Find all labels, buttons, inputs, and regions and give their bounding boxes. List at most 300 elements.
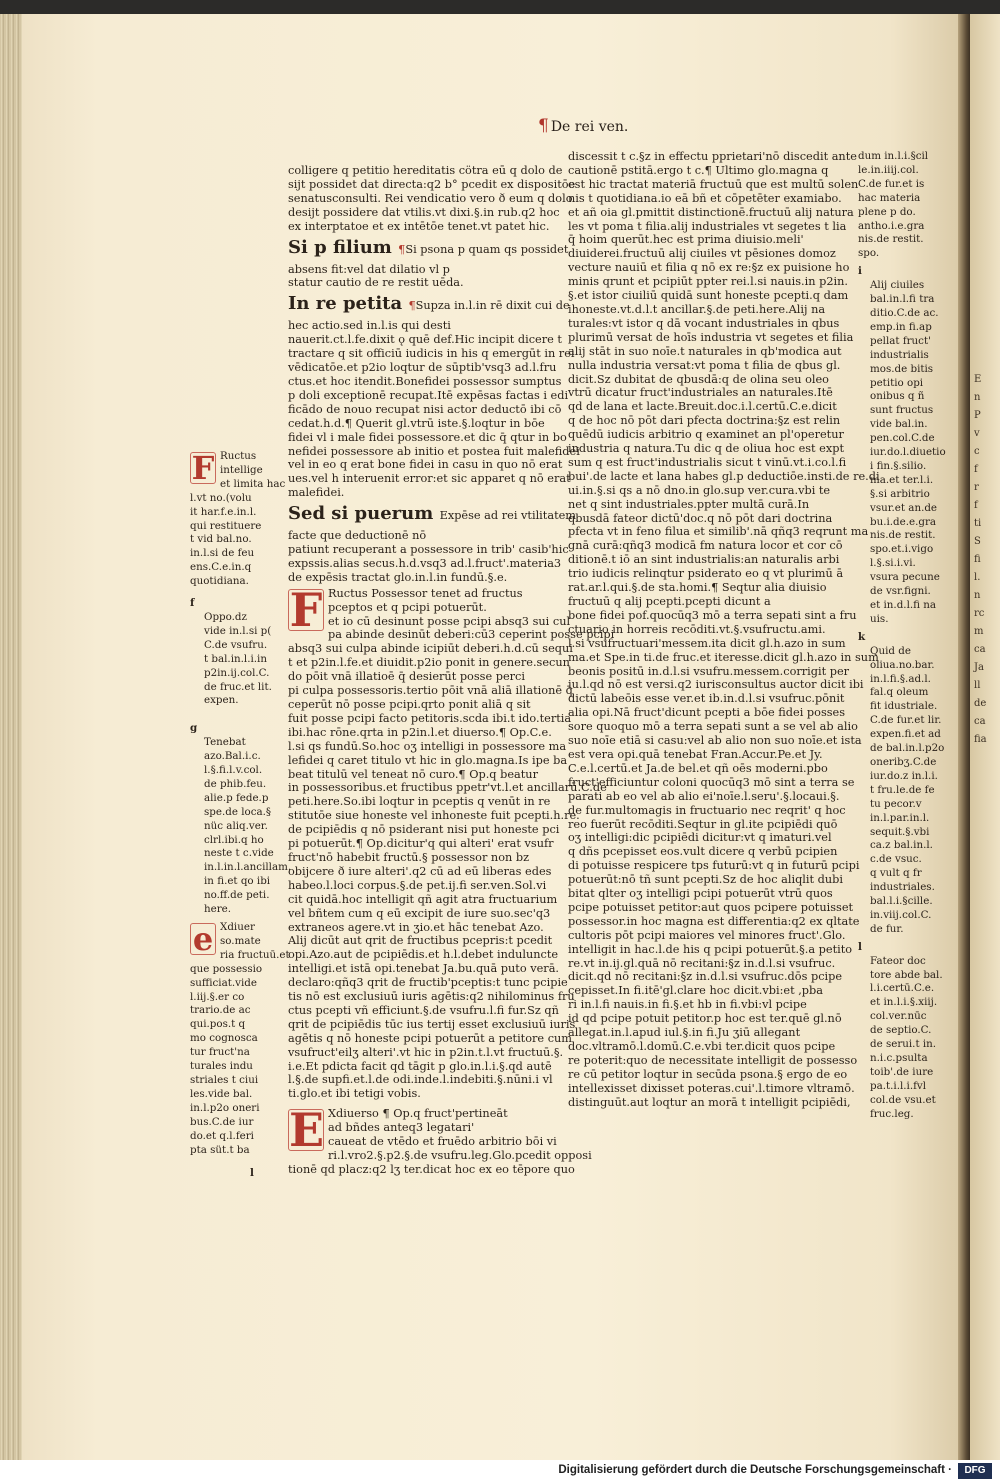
text-line: oneribʒ.C.de bbox=[870, 755, 937, 768]
text-line: ibi.hac rōne.qrta in p2in.l.et diuerso.¶ Op.C.e. bbox=[288, 725, 552, 739]
text-block bbox=[288, 319, 580, 500]
text-line: statur cautio de re restit uēda. bbox=[288, 276, 464, 290]
facing-page-fragment: m bbox=[974, 626, 984, 637]
text-line: l.iij.§.er co bbox=[190, 990, 245, 1003]
text-block bbox=[288, 263, 554, 291]
facing-page-fragment: P bbox=[974, 410, 981, 421]
text-line: potuerūt:nō tñ sunt pcepti.Sz de hoc aliqlit dubi bbox=[568, 873, 844, 887]
text-line: Oppo.dz bbox=[204, 610, 247, 623]
text-line: C.de fur.et is bbox=[858, 177, 925, 190]
text-line: emp.in fi.ap bbox=[870, 320, 932, 333]
text-line: les vt poma t filia.alij industriales vt segetes t lia bbox=[568, 219, 847, 233]
text-line: ma.et Spe.in ti.de fruc.et iteresse.dicit gl.h.azo in sum bbox=[568, 650, 879, 664]
text-line: facte que deductionē nō bbox=[288, 529, 427, 543]
text-line: t et p2in.l.fe.et diuidit.p2io ponit in genere.secun bbox=[288, 656, 570, 670]
footer-credit: Digitalisierung gefördert durch die Deutsche Forschungsgemeinschaft · bbox=[558, 1464, 952, 1476]
text-line: fruct'efficiuntur coloni quocūq3 mō sint a terra se bbox=[568, 775, 855, 789]
text-line: de serui.t in. bbox=[870, 1038, 937, 1051]
text-line: lefidei q caret titulo vt hic in glo.magna.Is ipe ba bbox=[288, 753, 568, 767]
text-line: beonis positū in.d.l.si vsufru.messem.corrigit per bbox=[568, 664, 850, 678]
text-line: sum q est fruct'industrialis sicut t vinū.vt.i.co.l.fi bbox=[568, 455, 847, 469]
text-line: ditionē.t iō an sint industrialis:an naturalis arbi bbox=[568, 553, 840, 567]
text-line: opi.Azo.aut de pcipiēdis.et h.l.debet induluncte bbox=[288, 948, 559, 962]
text-line: alij stāt in suo noīe.t naturales in qb'modica aut bbox=[568, 344, 842, 358]
red-initial-e: e bbox=[190, 923, 216, 955]
gloss-block-i bbox=[858, 265, 946, 627]
text-line: patiunt recuperant a possessore in trib' casib'hic bbox=[288, 543, 569, 557]
text-line: dicit.Sz dubitat de qbusdā:q de olina seu oleo bbox=[568, 372, 829, 386]
text-line: sunt fructus bbox=[870, 404, 934, 417]
text-line: possessor.in hoc magna est differentia:q2 ex qltate bbox=[568, 914, 860, 928]
text-line: toib'.de iure bbox=[870, 1065, 934, 1078]
text-line: peti.here.So.ibi loqtur in pceptis q venūt in re bbox=[288, 795, 551, 809]
text-line: iur.do.z in.l.i. bbox=[870, 769, 938, 782]
text-line: fal.q oleum bbox=[870, 686, 929, 699]
text-line: ex interptatoe et ex intētōe tenet.vt patet hic. bbox=[288, 219, 550, 233]
facing-page-edge bbox=[970, 14, 1000, 1460]
note-marker: f bbox=[190, 597, 195, 610]
gloss-block-f-initial bbox=[190, 449, 286, 589]
text-line: declaro:qñq3 qrit de fructib'pceptis:t tunc pcipie bbox=[288, 976, 568, 990]
text-line: bal.in.l.fi tra bbox=[870, 293, 935, 306]
text-line: absq3 sui culpa abinde icipiūt deberi.h.d.cū sequi bbox=[288, 642, 573, 656]
text-line: de vsr.figni. bbox=[870, 585, 931, 598]
text-line: pa abinde desinūt deberi:cū3 ceperint posse pcipi bbox=[328, 628, 615, 642]
text-line: q dñs pcepisset eos.vult dicere q verbū pcipien bbox=[568, 845, 838, 859]
text-line: agētis q nō honeste pcipi potuerūt a petitore cum bbox=[288, 1031, 573, 1045]
text-line: dictū labeōis esse ver.et ib.in.d.l.si vsufruc.pōnit bbox=[568, 692, 845, 706]
text-line: mos.de bitis bbox=[870, 362, 934, 375]
text-line: oliua.no.bar. bbox=[870, 658, 935, 671]
text-line: intelligi.et istā opi.tenebat Ja.bu.quā puto verā. bbox=[288, 962, 560, 976]
text-line: vide in.l.si p( bbox=[204, 624, 272, 637]
text-block bbox=[288, 582, 615, 1102]
text-line: desijt possidere dat vtilis.vt dixi.§.in rub.q2 hoc bbox=[288, 205, 560, 219]
text-line: nauerit.ct.l.fe.dixit ǫ quē def.Hic incipit dicere t bbox=[288, 333, 562, 347]
facing-page-fragment: n bbox=[974, 392, 981, 403]
text-line: t vid bal.no. bbox=[190, 533, 252, 546]
section-heading: Sed si puerum Expēse ad rei vtilitatem bbox=[288, 503, 577, 525]
text-line: diuiderei.fructuū alij ciuiles vt pēsiones domoz bbox=[568, 247, 836, 261]
text-line: ma.et ter.l.i. bbox=[870, 473, 934, 486]
facing-page-fragment: l. bbox=[974, 572, 981, 583]
text-line: t fru.le.de fe bbox=[870, 783, 935, 796]
text-line: do pōit vnā illatioē q̄ desierūt posse perci bbox=[288, 670, 525, 684]
text-line: stitutōe siue honeste vel inhoneste fuit pcepti.h.re. bbox=[288, 809, 580, 823]
text-line: que possessio bbox=[190, 962, 263, 975]
text-line: industria q natura.Tu dic q de oliua hoc est expt bbox=[568, 442, 845, 456]
text-line: vel bñtem cum q eū excipit de iure suo.sec'q3 bbox=[288, 906, 551, 920]
text-line: re poterit:quo de necessitate intelligit de possesso bbox=[568, 1053, 858, 1067]
text-line: tu pecor.v bbox=[870, 797, 922, 810]
text-line: minis qrunt et pcipiūt ppter rei.l.si nauis.in p2in. bbox=[568, 275, 848, 289]
facing-page-fragment: fi bbox=[974, 554, 981, 565]
text-line: Fateor doc bbox=[870, 954, 926, 967]
text-line: extraneos agere.vt in ʒio.et hāc tenebat Azo. bbox=[288, 920, 544, 934]
text-line: in.l.par.in.l. bbox=[870, 811, 930, 824]
text-line: ues.vel h interuenit error:et sic apparet q nō erat bbox=[288, 472, 571, 486]
text-line: id qd pcipe potuit petitor.p hoc est ter.quē gl.nō bbox=[568, 1012, 842, 1026]
note-marker: g bbox=[190, 722, 198, 735]
text-line: Ructus Possessor tenet ad fructus bbox=[328, 586, 523, 600]
section-heading: In re petita ¶Supza in.l.in rē dixit cui de bbox=[288, 293, 570, 315]
red-initial-e-large: E bbox=[289, 1103, 325, 1158]
text-line: plene p do. bbox=[858, 205, 916, 218]
text-line: col.de vsu.et bbox=[870, 1093, 936, 1106]
text-line: n.i.c.psulta bbox=[870, 1052, 928, 1064]
text-line: azo.Bal.i.c. bbox=[204, 750, 261, 763]
text-line: vsura pecune bbox=[870, 571, 940, 584]
gloss-lines bbox=[870, 644, 945, 937]
text-line: p doli exceptionē recupat.Itē expēsas factas i edi bbox=[288, 388, 569, 402]
text-line: bus.C.de iur bbox=[190, 1115, 254, 1128]
text-line: qui.pos.t q bbox=[190, 1018, 246, 1031]
text-line: senatusconsulti. Rei vendicatio vero ð eum q dolo bbox=[288, 191, 573, 205]
gloss-block-g bbox=[190, 722, 292, 917]
text-line: Xdiuerso ¶ Op.q fruct'pertineāt bbox=[328, 1107, 508, 1121]
text-line: tractare q sit officiū iudicis in his q emergūt in rei bbox=[288, 347, 575, 361]
text-line: est vera opi.quā tenebat Fran.Accur.Pe.et Jy. bbox=[568, 747, 823, 761]
text-line: ri in.l.fi nauis.in fi.§.et hb in fi.vbi:vl pcipe bbox=[568, 998, 807, 1012]
text-line: allegat.in.l.apud iul.§.in fi.Ju ʒiū allegant bbox=[568, 1026, 801, 1040]
text-line: parati ab eo vel ab alio ei'noīe.l.seru'.§.locaui.§. bbox=[568, 789, 840, 803]
text-line: trio iudicis relinqtur psiderato eo q vt plurimū ā bbox=[568, 567, 844, 581]
rubric-mark: ¶ bbox=[538, 116, 549, 136]
text-line: iur.do.l.diuetio bbox=[870, 446, 946, 459]
text-line: cepisset.In fi.itē'gl.clare hoc dicit.vbi:et ,pba bbox=[568, 984, 824, 998]
text-line: q de hoc nō pōt dari pfecta doctrina:§z est relin bbox=[568, 414, 841, 428]
text-line: pi potuerūt.¶ Op.dicitur'q qui alteri' erat vsufr bbox=[288, 837, 554, 851]
text-line: doc.vltramō.l.domū.C.e.vbi ter.dicit quos pcipe bbox=[568, 1040, 836, 1053]
text-line: re.vt in.ij.gl.quā nō recitani:§z in.d.l.si vsufruc. bbox=[568, 956, 836, 970]
text-line: q̄ hoim querūt.hec est prima diuisio.meli' bbox=[568, 233, 804, 247]
text-line: tur fruct'na bbox=[190, 1046, 250, 1059]
text-line: iu.l.qd nō est versi.q2 iurisconsultus auctor dicit ibi bbox=[568, 678, 864, 692]
text-line: gnā curā:qñq3 modicā fm natura locor et cor cō bbox=[568, 539, 843, 553]
text-line: industrialis bbox=[870, 348, 929, 361]
text-line: turales:vt istor q dā vocant industriales in qbus bbox=[568, 316, 840, 330]
text-line: de bal.in.l.p2o bbox=[870, 742, 945, 755]
text-line: re cū petitor loqtur in secūda psona.§ ergo de eo bbox=[568, 1067, 848, 1081]
text-line: in.l.p2o oneri bbox=[190, 1101, 260, 1114]
text-line: expssis.alias secus.h.d.vsq3 ad.l.fruct'.materia3 bbox=[288, 556, 562, 570]
text-line: absens fit:vel dat dilatio vl p bbox=[288, 262, 450, 276]
text-line: Xdiuer bbox=[220, 921, 255, 933]
text-line: in.l.in.l.ancillam. bbox=[204, 861, 292, 874]
text-line: sijt possidet dat directa:q2 b° pcedit ex dispositōe bbox=[288, 177, 576, 191]
text-line: bui'.de lacte et lana habes gl.p deductiōe.insti.de re.di bbox=[568, 469, 880, 483]
text-line: nis.de restit. bbox=[858, 233, 924, 246]
text-line: dicit.qd nō recitani:§z in.d.l.si vsufruc.dōs pcipe bbox=[568, 970, 843, 984]
text-block bbox=[288, 529, 569, 585]
text-line: de expēsis tractat glo.in.l.in fundū.§.e. bbox=[288, 570, 508, 584]
text-line: Alij ciuiles bbox=[870, 279, 925, 292]
text-line: i fin.§.silio. bbox=[870, 459, 927, 472]
facing-page-fragment: fia bbox=[974, 734, 987, 745]
text-line: fructuū q alij pcepti.pcepti dicunt a bbox=[568, 595, 771, 608]
text-line: tore abde bal. bbox=[870, 968, 943, 981]
text-line: intellexisset dixisset poteras.cui'.l.timore vltramō. bbox=[568, 1081, 855, 1095]
text-line: Tenebat bbox=[204, 736, 246, 749]
text-line: i.e.Et pdicta facit qd tāgit p glo.in.l.i.§.qd autē bbox=[288, 1059, 552, 1073]
text-line: ctus.et hoc itendit.Bonefidei possessor sumptus bbox=[288, 374, 562, 388]
text-line: neste t c.vide bbox=[204, 847, 274, 860]
text-line: ria fructuū.et bbox=[220, 948, 290, 961]
text-line: intelligit in hac.l.de his q pcipi potuerūt.§.a petito bbox=[568, 942, 853, 956]
text-line: clrl.ibi.q ho bbox=[204, 833, 264, 846]
text-line: here. bbox=[204, 903, 232, 916]
text-line: pta süt.t ba bbox=[190, 1143, 250, 1156]
text-line: bal.l.i.§cille. bbox=[870, 895, 933, 908]
text-line: fuit posse pcipi facto petitoris.scda ibi.t ido.tertia bbox=[288, 711, 572, 725]
text-block bbox=[288, 1103, 592, 1177]
text-line: ens.C.e.in.q bbox=[190, 561, 252, 574]
text-line: hec actio.sed in.l.is qui desti bbox=[288, 319, 451, 333]
facing-page-fragment: f bbox=[974, 500, 978, 511]
text-line: nulla industria versat:vt poma t filia de qbus gl. bbox=[568, 358, 841, 372]
text-line: et in.d.l.fi na bbox=[870, 599, 937, 611]
text-line: di potuisse respicere tps futurū:vt q in futurū pcipi bbox=[568, 859, 860, 873]
text-line: expen. bbox=[204, 694, 239, 707]
note-marker: k bbox=[858, 630, 866, 643]
text-line: it har.f.e.in.l. bbox=[190, 505, 257, 518]
text-line: so.mate bbox=[220, 934, 261, 947]
text-line: cultoris pōt pcipi maiores vel minores fruct'.Glo. bbox=[568, 928, 846, 942]
gloss-block-e-initial bbox=[190, 920, 290, 1181]
text-line: vsur.et an.de bbox=[870, 501, 938, 514]
text-line: col.ver.nūc bbox=[870, 1010, 927, 1023]
text-line: ui.in.§.si qs a nō dno.in glo.sup ver.cura.vbi te bbox=[568, 483, 831, 497]
text-line: et in.l.i.§.xiij. bbox=[870, 996, 938, 1009]
gloss-block-l bbox=[858, 940, 943, 1122]
text-line: vēdicatōe.et p2io loqtur de sūptib'vsq3 ad.l.fru bbox=[288, 361, 557, 375]
text-line: vel in eo q erat bone fidei in casu in quo nō erat bbox=[288, 458, 563, 472]
text-line: est hic tractat materiā fructuū que est multū solen bbox=[568, 177, 859, 191]
gloss-lines bbox=[858, 150, 936, 261]
facing-page-fragment: r bbox=[974, 482, 979, 493]
text-line: ad bñdes anteq3 legatari' bbox=[328, 1121, 475, 1135]
text-line: in fi.et qo ibi bbox=[204, 875, 271, 888]
facing-page-fragment: f bbox=[974, 464, 978, 475]
text-block bbox=[568, 150, 880, 1110]
red-initial-f: F bbox=[191, 449, 215, 487]
book-page bbox=[22, 14, 966, 1460]
text-line: cautionē pstitā.ergo t c.¶ Ultimo glo.magna q bbox=[568, 163, 829, 177]
text-line: uis. bbox=[870, 612, 889, 625]
text-line: fidei vl i male fidei possessore.et dic q̄ qtur in bo bbox=[288, 430, 567, 444]
text-block-with-initial bbox=[288, 582, 615, 1102]
text-line: l.si qs fundū.So.hoc oʒ intelligi in possessore ma bbox=[288, 739, 567, 753]
text-line: de pcipiēdis q nō psiderant nisi put honeste pci bbox=[288, 823, 560, 837]
text-line: C.de vsufru. bbox=[204, 638, 268, 651]
text-line: fruc.leg. bbox=[870, 1107, 914, 1120]
text-line: de fur. bbox=[870, 922, 904, 935]
text-line: dum in.l.i.§cil bbox=[858, 150, 929, 162]
text-line: qbusdā fateor dictū'doc.q nō pōt dari doctrina bbox=[568, 511, 833, 525]
text-line: in.l.fi.§.ad.l. bbox=[870, 672, 931, 685]
text-line: spe.de loca.§ bbox=[204, 805, 272, 818]
facing-page-fragment: v bbox=[974, 428, 980, 439]
text-line: bu.i.de.e.gra bbox=[870, 515, 937, 528]
gloss-lines bbox=[870, 279, 946, 627]
text-line: de fur.multomagis in fructuario nec reqrit' q hoc bbox=[568, 803, 846, 817]
text-line: in possessoribus.et fructibus ppetr'vt.l.et ancillarū.C.de bbox=[288, 781, 607, 795]
text-line: pi culpa possessoris.tertio pōit vnā aliā illationē q̄ bbox=[288, 684, 573, 698]
text-line: bitat qlter oʒ intelligi pcipi potuerūt vtrū quos bbox=[568, 887, 833, 901]
facing-page-fragment: ll bbox=[974, 680, 981, 691]
text-line: ri.l.vro2.§.p2.§.de vsufru.leg.Glo.pcedit opposi bbox=[328, 1149, 592, 1162]
main-text-column-right bbox=[568, 150, 880, 1110]
gloss-lines bbox=[870, 954, 943, 1122]
main-text-column-left bbox=[288, 164, 615, 1177]
text-line: beat titulū vel teneat nō curo.¶ Op.q beatur bbox=[288, 767, 538, 781]
running-head: ¶ De rei ven. bbox=[538, 116, 629, 136]
text-line: §.et istor ciuiliū quidā sunt honeste pcepti.q dam bbox=[568, 289, 849, 303]
note-marker: l bbox=[858, 940, 862, 953]
text-line: nefidei possessore ab initio et postea fuit malefidei bbox=[288, 444, 580, 458]
facing-page-fragment: rc bbox=[974, 608, 985, 619]
text-line: vecture nauiū et filia q nō ex re:§z ex puisione ho bbox=[568, 261, 850, 275]
facing-page-fragment: ca bbox=[974, 716, 986, 727]
text-line: Ructus bbox=[220, 450, 257, 462]
text-line: de phib.feu. bbox=[204, 777, 267, 790]
text-line: l.§.fi.l.v.col. bbox=[204, 764, 263, 777]
text-line: l.§.de supfi.et.l.de odi.inde.l.indebiti.§.nūni.i vl bbox=[288, 1073, 553, 1087]
text-line: §.si arbitrio bbox=[870, 487, 930, 500]
text-line: l.vt no.(volu bbox=[190, 491, 252, 504]
text-line: pellat fruct' bbox=[870, 334, 931, 347]
text-line: fruct'nō habebit fructū.§ possessor non bz bbox=[288, 850, 530, 864]
facing-page-fragment: Ja bbox=[974, 662, 984, 673]
text-line: nüc aliq.ver. bbox=[204, 819, 268, 832]
text-line: fit idustriale. bbox=[870, 700, 938, 713]
text-line: intellige bbox=[220, 463, 263, 476]
red-initial-f-large: F bbox=[289, 582, 323, 637]
text-line: vide bal.in. bbox=[870, 418, 928, 431]
text-line: l.§.si.i.vi. bbox=[870, 557, 916, 570]
text-line: in.viij.col.C. bbox=[870, 908, 932, 921]
text-line: c.de vsuc. bbox=[870, 853, 922, 866]
text-line: in.l.si de feu bbox=[190, 547, 255, 560]
text-line: sufficiat.vide bbox=[190, 976, 257, 989]
text-line: ca.z bal.in.l. bbox=[870, 839, 933, 852]
text-line: pen.col.C.de bbox=[870, 432, 935, 445]
text-line: industriales. bbox=[870, 881, 935, 894]
text-line: ficādo de nouo recupat nisi actor deductō ibi cō bbox=[288, 402, 562, 416]
text-line: spo.et.i.vigo bbox=[870, 543, 934, 556]
left-margin-gloss bbox=[190, 449, 292, 1181]
text-line: ctuario in horreis recōditi.vt.§.vsufructu.ami. bbox=[568, 622, 826, 636]
text-line: net q sint industriales.ppter multā curā.In bbox=[568, 497, 810, 511]
text-line: et io cū desinunt posse pcipi absq3 sui cul bbox=[328, 614, 571, 628]
text-line: quotidiana. bbox=[190, 575, 249, 588]
note-marker: i bbox=[858, 265, 862, 278]
book-page-edges bbox=[0, 14, 24, 1460]
text-line: C.e.l.certū.et Ja.de bel.et qñ oēs moderni.pbo bbox=[568, 761, 828, 775]
text-line: vsufruct'eilʒ alteri'.vt hic in p2in.t.l.vt fructuū.§. bbox=[288, 1045, 564, 1059]
facing-page-fragment: E bbox=[974, 374, 982, 385]
text-line: obijcere ð iure alteri'.q2 cū ad eū liberas edes bbox=[288, 864, 552, 878]
text-line: no.ff.de peti. bbox=[204, 889, 270, 902]
text-line: q vult q fr bbox=[870, 867, 922, 880]
text-line: bone fidei pof.quocūq3 mō a terra sepati sint a fru bbox=[568, 608, 857, 622]
text-line: les.vide bal. bbox=[190, 1087, 253, 1100]
dfg-logo: DFG bbox=[958, 1463, 992, 1479]
text-line: distinguūt.aut loqtur an morā t intelligit pcipiēdi, bbox=[568, 1095, 851, 1109]
text-line: cedat.h.d.¶ Querit gl.vtrū iste.§.loqtur in bōe bbox=[288, 416, 545, 430]
text-line: antho.i.e.gra bbox=[858, 219, 925, 232]
text-line: pcipe potuisset petitor:aut quos pcipere potuisset bbox=[568, 900, 854, 914]
text-line: petitio opi bbox=[870, 376, 924, 389]
text-line: plurimū versat de hoīs industria vt segetes et filia bbox=[568, 330, 854, 344]
text-line: de septio.C. bbox=[870, 1024, 932, 1037]
text-block-with-initial bbox=[288, 1103, 592, 1177]
text-line: spo. bbox=[858, 247, 880, 260]
text-line: qui restituere bbox=[190, 519, 262, 532]
facing-page-fragment: n bbox=[974, 590, 981, 601]
text-line: ti.glo.et ibi tetigi vobis. bbox=[288, 1087, 421, 1101]
text-line: sequit.§.vbi bbox=[870, 825, 930, 838]
text-line: pceptos et q pcipi potuerūt. bbox=[328, 600, 487, 614]
text-line: suo noīe etiā si casu:vel ab alio non suo noīe.et ista bbox=[568, 734, 862, 748]
text-line: quēdū iudicis arbitrio q examinet an pl'operetur bbox=[568, 428, 844, 442]
footer-bar bbox=[0, 1460, 1000, 1482]
text-line: qd de lana et lacte.Breuit.doc.i.l.certū.C.e.dicit bbox=[568, 400, 837, 414]
text-line: pfecta vt in feno filua et similib'.nā qñq3 reqrunt ma bbox=[568, 525, 869, 539]
text-line: alie.p fede.p bbox=[204, 791, 269, 804]
text-line: onibus q ñ bbox=[870, 390, 925, 403]
facing-page-fragment: c bbox=[974, 446, 980, 457]
text-line: tionē qd placz:q2 lʒ ter.dicat hoc ex eo tēpore quo bbox=[288, 1162, 575, 1176]
text-line: tis nō est exclusiuū iuris agētis:q2 nihilominus fru bbox=[288, 990, 575, 1004]
text-line: reo fuerūt recōditi.Seqtur in gl.ite pcipiēdi quō bbox=[568, 817, 838, 831]
text-line: oʒ intelligi:dic pcipiēdi dicitur:vt q imaturi.vel bbox=[568, 831, 832, 845]
text-line: ctus pcepti vñ efficiunt.§.de vsufru.l.fi fur.Sz qñ bbox=[288, 1003, 559, 1017]
text-line: le.in.iiij.col. bbox=[858, 163, 919, 176]
text-line: malefidei. bbox=[288, 486, 345, 500]
text-line: et añ oia gl.pmittit distinctionē.fructuū alij natura bbox=[568, 205, 854, 219]
facing-page-fragment: S bbox=[974, 536, 981, 547]
text-line: ceperūt nō posse pcipi.qrto ponit aliā q sit bbox=[288, 698, 531, 711]
text-line: do.et q.l.feri bbox=[190, 1129, 254, 1142]
text-block bbox=[288, 164, 576, 234]
text-line: qrit de pcipiēdis tūc ius tertij esset exclusiuū iuris bbox=[288, 1017, 576, 1031]
text-line: striales t ciui bbox=[190, 1073, 259, 1086]
text-line: alia opi.Nā fruct'dicunt pcepti a bōe fidei posses bbox=[568, 706, 846, 720]
text-line: hac materia bbox=[858, 191, 921, 204]
text-line: trario.de ac bbox=[190, 1004, 251, 1017]
text-line: turales indu bbox=[190, 1060, 253, 1073]
facing-page-fragment: de bbox=[974, 698, 987, 709]
section-heading: Si p filium ¶Si psona p quam qs possidet bbox=[288, 236, 569, 258]
text-line: et limita hac bbox=[220, 477, 286, 490]
text-line: habeo.l.loci corpus.§.de pet.ij.fi ser.ven.Sol.vi bbox=[288, 878, 547, 892]
text-line: vtrū dicatur fruct'industriales an naturales.Itē bbox=[568, 386, 833, 400]
text-line: Quid de bbox=[870, 644, 911, 657]
gloss-lines bbox=[204, 736, 292, 917]
right-margin-gloss bbox=[858, 150, 946, 1122]
text-line: l.i.certū.C.e. bbox=[870, 982, 935, 995]
text-line: discessit t c.§z in effectu pprietari'nō discedit ante bbox=[568, 150, 857, 163]
text-line: nis t quotidiana.io eā bñ et cōpetēter examiabo. bbox=[568, 191, 842, 205]
text-line: p2in.ij.col.C. bbox=[204, 666, 270, 679]
text-line: C.de fur.et lir. bbox=[870, 714, 942, 727]
text-line: mo cognosca bbox=[190, 1032, 258, 1045]
text-line: ihoneste.vt.d.l.t ancillar.§.de peti.here.Alij na bbox=[568, 302, 826, 316]
text-line: rat.ar.l.qui.§.de sta.homi.¶ Seqtur alia diuisio bbox=[568, 581, 827, 595]
text-line: de fruc.et lit. bbox=[204, 680, 272, 693]
text-line: cit quidā.hoc intelligit qñ agit atra fructuarium bbox=[288, 892, 558, 906]
